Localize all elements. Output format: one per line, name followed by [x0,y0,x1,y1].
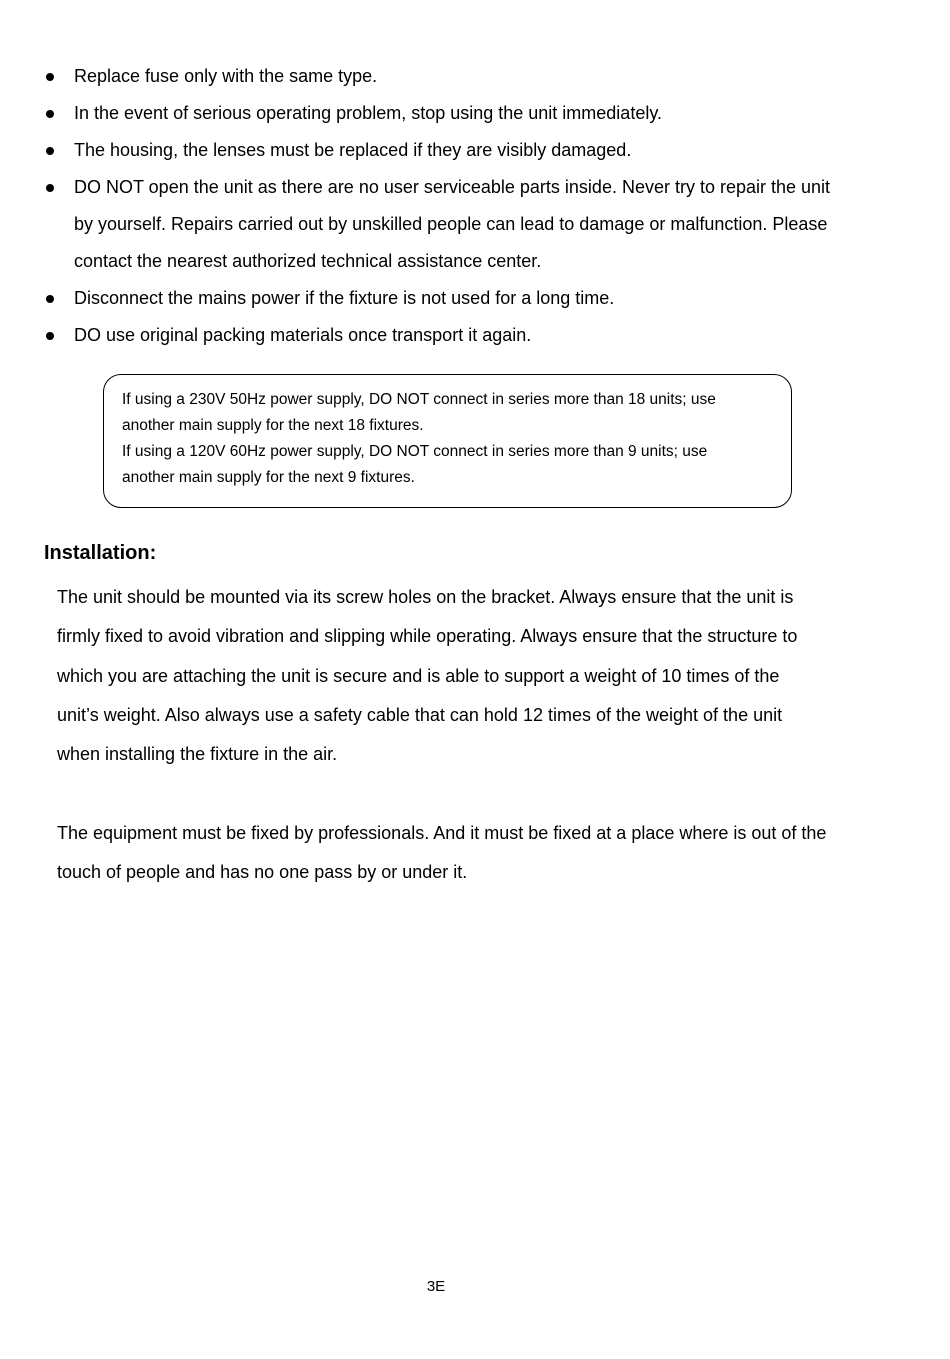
bullet-item [45,132,875,169]
notice-line: another main supply for the next 9 fixtures. [122,469,415,486]
bullet-text: In the event of serious operating problem, stop using the unit immediately. [74,103,662,123]
power-supply-notice-box [103,374,792,508]
bullet-text: The housing, the lenses must be replaced if they are visibly damaged. [74,140,632,160]
paragraph-line: firmly fixed to avoid vibration and slipping while operating. Always ensure that the structure to [57,626,798,647]
safety-bullet-list [45,58,875,354]
notice-line: another main supply for the next 18 fixtures. [122,417,424,434]
bullet-icon [46,147,54,155]
bullet-text: Replace fuse only with the same type. [74,66,378,86]
bullet-text: DO use original packing materials once transport it again. [74,325,532,345]
paragraph-line: when installing the fixture in the air. [57,744,338,765]
notice-line: If using a 230V 50Hz power supply, DO NOT connect in series more than 18 units; use [122,391,716,408]
bullet-icon [46,332,54,340]
bullet-item [45,317,875,354]
installation-paragraph-1 [57,578,872,774]
paragraph-line: The equipment must be fixed by professionals. And it must be fixed at a place where is out of the [57,823,827,843]
installation-paragraph-2 [57,814,872,893]
bullet-item [45,58,875,95]
bullet-item [45,95,875,132]
paragraph-line: The unit should be mounted via its screw holes on the bracket. Always ensure that the unit is [57,587,794,607]
bullet-icon [46,295,54,303]
paragraph-line: which you are attaching the unit is secure and is able to support a weight of 10 times of the [57,665,780,686]
bullet-icon [46,73,54,81]
bullet-text-line: contact the nearest authorized technical assistance center. [74,251,542,271]
bullet-text-line: DO NOT open the unit as there are no user serviceable parts inside. Never try to repair the unit [74,177,831,197]
notice-line: If using a 120V 60Hz power supply, DO NOT connect in series more than 9 units; use [122,443,708,460]
bullet-icon [46,110,54,118]
bullet-icon [46,184,54,192]
bullet-text: Disconnect the mains power if the fixture is not used for a long time. [74,288,615,308]
bullet-item [45,280,875,317]
bullet-text-line: by yourself. Repairs carried out by unskilled people can lead to damage or malfunction. Please [74,214,828,234]
paragraph-line: unit’s weight. Also always use a safety cable that can hold 12 times of the weight of the unit [57,704,783,725]
page-number: 3E [426,1278,446,1295]
installation-heading: Installation: [44,542,157,564]
paragraph-line: touch of people and has no one pass by or under it. [57,862,468,883]
bullet-item [45,169,875,280]
